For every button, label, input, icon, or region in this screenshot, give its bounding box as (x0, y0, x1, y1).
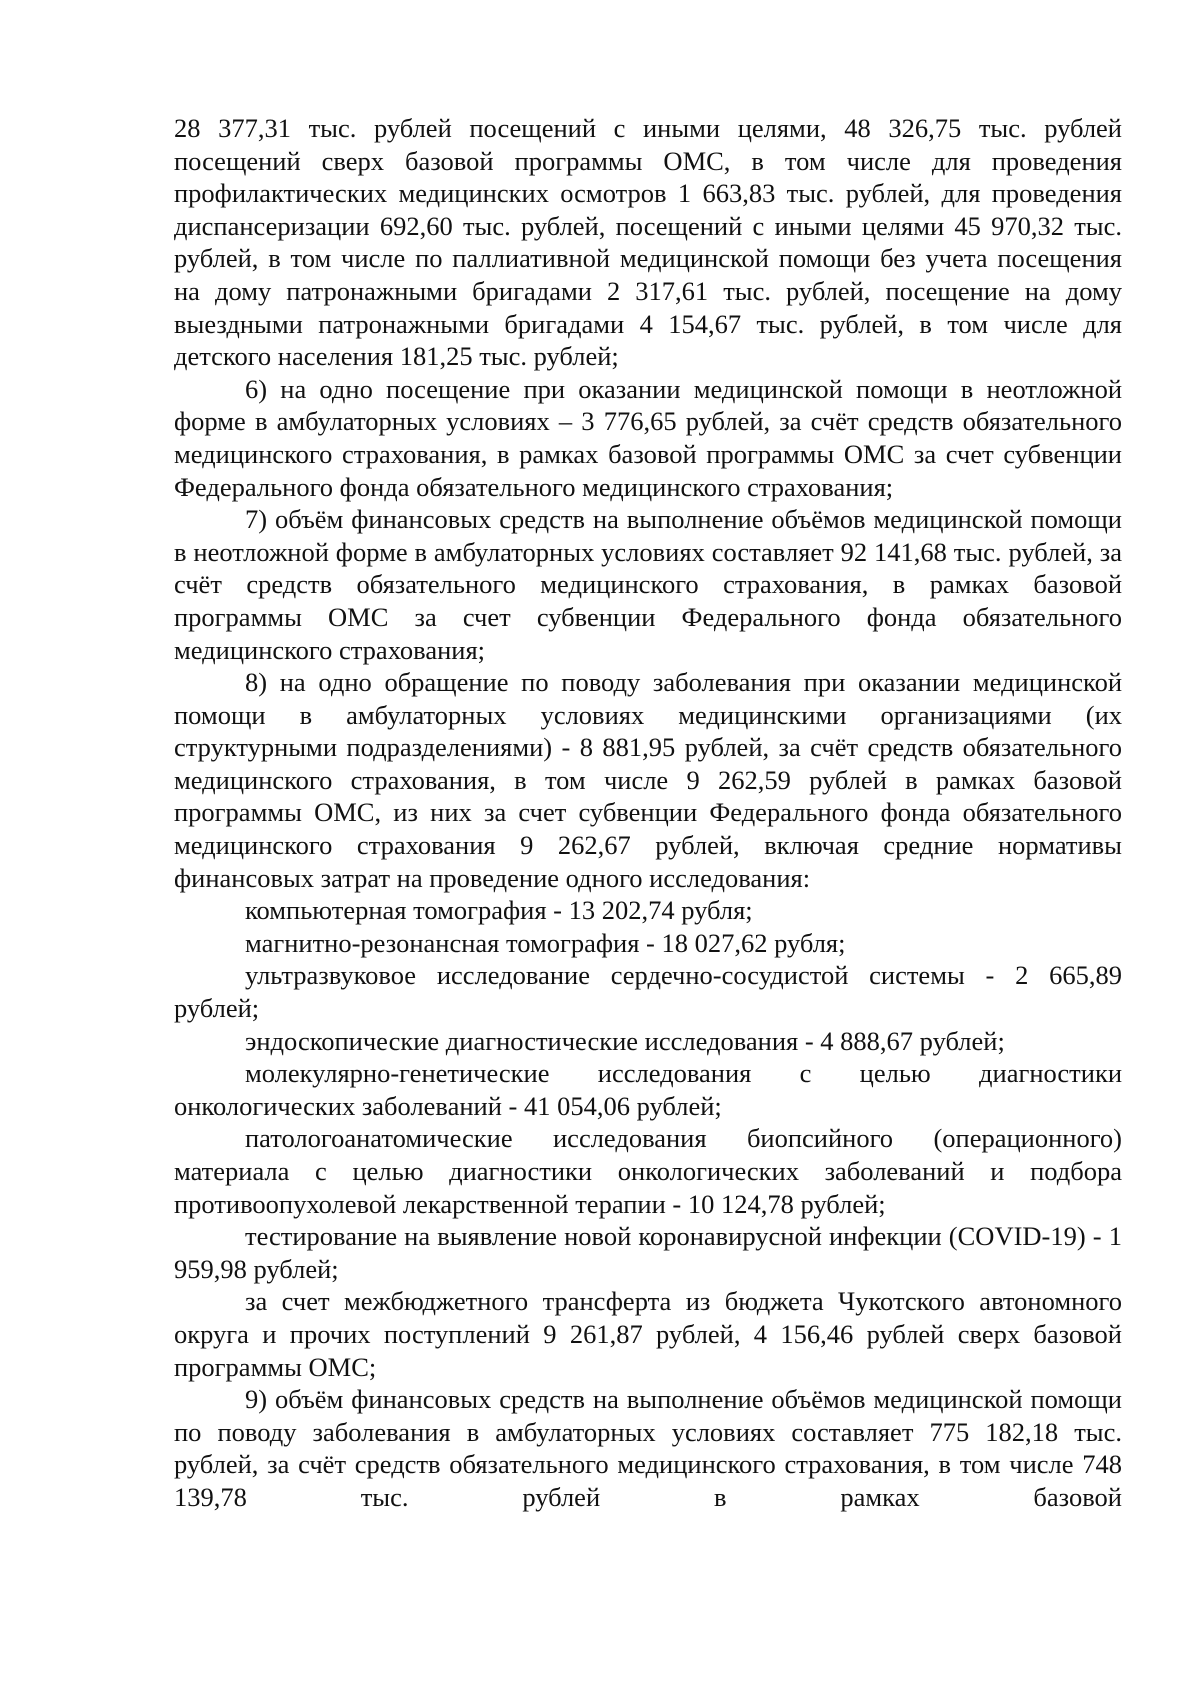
paragraph-item-9: 9) объём финансовых средств на выполнение объёмов медицинской помощи по поводу заболевания в амбулаторных условиях составляет 775 182,18 тыс. рублей, за счёт средств обязательного медицинского страхования, в том числе 748 139,78 тыс. рублей в рамках базовой (174, 1384, 1122, 1512)
paragraph-item-6: 6) на одно посещение при оказании медицинской помощи в неотложной форме в амбулаторных условиях – 3 776,65 рублей, за счёт средств обязательного медицинского страхования, в рамках базовой программы ОМС за счет субвенции Федерального фонда обязательного медицинского страхования; (174, 373, 1122, 502)
paragraph-item-7: 7) объём финансовых средств на выполнение объёмов медицинской помощи в неотложной форме в амбулаторных условиях составляет 92 141,68 тыс. рублей, за счёт средств обязательного медицинского страхования, в рамках базовой программы ОМС за счет субвенции Федерального фонда обязательного медицинского страхования; (174, 504, 1122, 665)
document-body (174, 112, 1122, 1514)
list-item-ultrasound: ультразвуковое исследование сердечно-сосудистой системы - 2 665,89 рублей; (174, 960, 1122, 1024)
list-item-mri: магнитно-резонансная томография - 18 027,62 рубля; (245, 927, 846, 958)
list-item-interbudget-transfer: за счет межбюджетного трансферта из бюджета Чукотского автономного округа и прочих поступлений 9 261,87 рублей, 4 156,46 рублей сверх базовой программы ОМС; (174, 1286, 1122, 1382)
paragraph-continuation: 28 377,31 тыс. рублей посещений с иными целями, 48 326,75 тыс. рублей посещений сверх базовой программы ОМС, в том числе для проведения профилактических медицинских осмотров 1 663,83 тыс. рублей, для проведения диспансеризации 692,60 тыс. рублей, посещений с иными целями 45 970,32 тыс. рублей, в том числе по паллиативной медицинской помощи без учета посещения на дому патронажными бригадами 2 317,61 тыс. рублей, посещение на дому выездными патронажными бригадами 4 154,67 тыс. рублей, в том числе для детского населения 181,25 тыс. рублей; (174, 113, 1122, 372)
list-item-molecular-genetic: молекулярно-генетические исследования с целью диагностики онкологических заболеваний - 41 054,06 рублей; (174, 1058, 1122, 1121)
list-item-covid-testing: тестирование на выявление новой коронавирусной инфекции (COVID-19) - 1 959,98 рублей; (174, 1221, 1122, 1284)
paragraph-item-8: 8) на одно обращение по поводу заболевания при оказании медицинской помощи в амбулаторных условиях медицинскими организациями (их структурными подразделениями) - 8 881,95 рублей, за счёт средств обязательного медицинского страхования, в том числе 9 262,59 рублей в рамках базовой программы ОМС, из них за счет субвенции Федерального фонда обязательного медицинского страхования 9 262,67 рублей, включая средние нормативы финансовых затрат на проведение одного исследования: (174, 667, 1122, 893)
list-item-endoscopy: эндоскопические диагностические исследования - 4 888,67 рублей; (245, 1025, 1005, 1056)
list-item-pathology: патологоанатомические исследования биопсийного (операционного) материала с целью диагностики онкологических заболеваний и подбора противоопухолевой лекарственной терапии - 10 124,78 рублей; (174, 1123, 1122, 1219)
list-item-ct: компьютерная томография - 13 202,74 рубля; (245, 895, 753, 926)
